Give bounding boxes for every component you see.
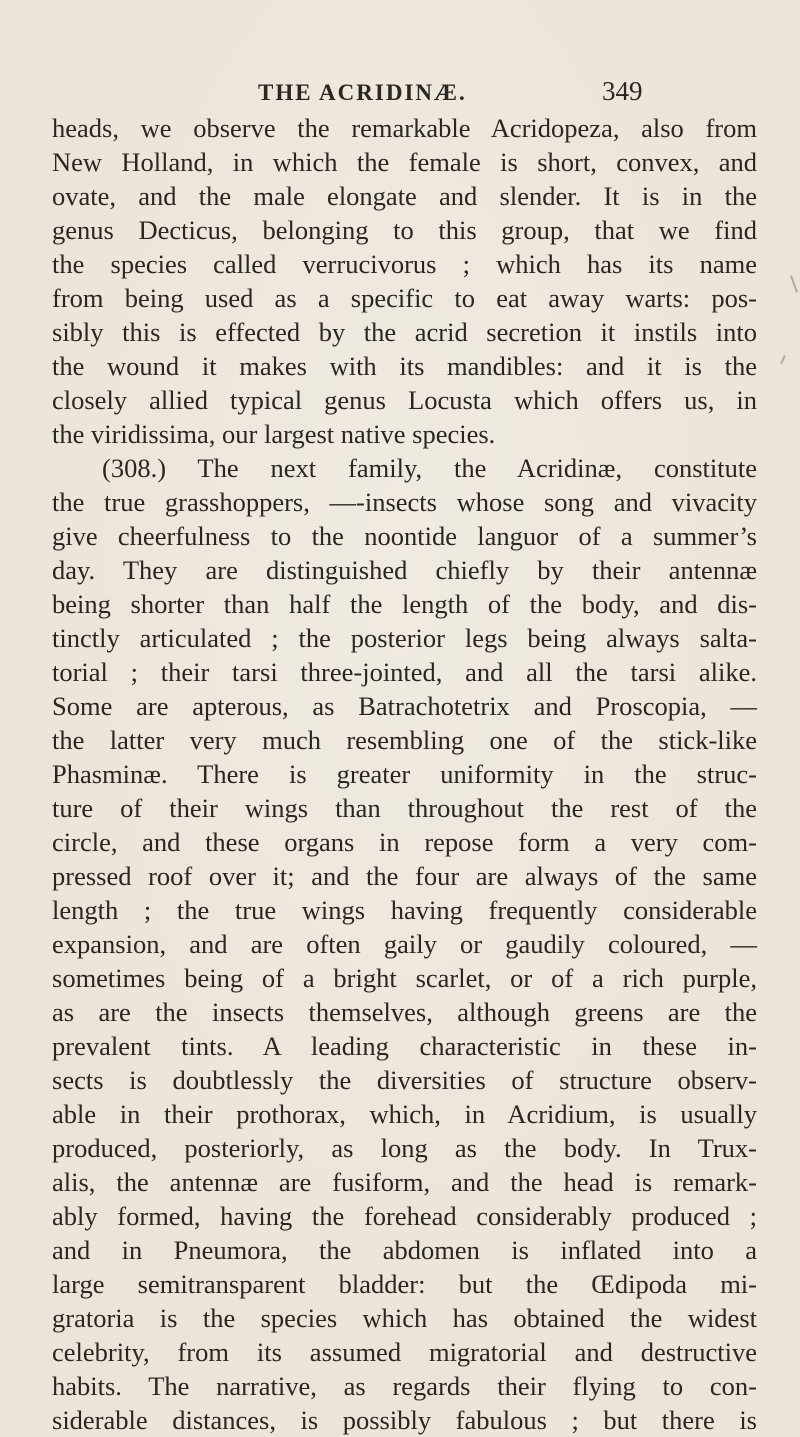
text-line: tinctly articulated ; the posterior legs being always salta- (52, 623, 757, 653)
text-line: the viridissima, our largest native species. (52, 419, 496, 449)
text-line: gratoria is the species which has obtained the widest (52, 1303, 757, 1333)
text-line: ovate, and the male elongate and slender. It is in the (52, 181, 757, 211)
text-line: ably formed, having the forehead considerably produced ; (52, 1201, 757, 1231)
text-line: able in their prothorax, which, in Acridium, is usually (52, 1099, 757, 1129)
text-line: pressed roof over it; and the four are always of the same (52, 861, 757, 891)
text-line: siderable distances, is possibly fabulous ; but there is (52, 1405, 757, 1435)
text-line: torial ; their tarsi three-jointed, and all the tarsi alike. (52, 657, 757, 687)
text-line: alis, the antennæ are fusiform, and the head is remark- (52, 1167, 757, 1197)
text-line: Some are apterous, as Batrachotetrix and Proscopia, — (52, 691, 757, 721)
text-line: expansion, and are often gaily or gaudily coloured, — (52, 929, 757, 959)
text-line: celebrity, from its assumed migratorial and destructive (52, 1337, 757, 1367)
text-line: and in Pneumora, the abdomen is inflated into a (52, 1235, 757, 1265)
text-line: prevalent tints. A leading characteristic in these in- (52, 1031, 757, 1061)
text-line: sometimes being of a bright scarlet, or of a rich purple, (52, 963, 757, 993)
text-line: give cheerfulness to the noontide languor of a summer’s (52, 521, 757, 551)
page-number: 349 (602, 76, 643, 106)
running-head (0, 76, 800, 110)
text-line: circle, and these organs in repose form a very com- (52, 827, 757, 857)
text-line: sects is doubtlessly the diversities of structure observ- (52, 1065, 757, 1095)
text-line: large semitransparent bladder: but the Œdipoda mi- (52, 1269, 757, 1299)
text-line: being shorter than half the length of the body, and dis- (52, 589, 757, 619)
text-line: the latter very much resembling one of the stick-like (52, 725, 757, 755)
text-line: from being used as a specific to eat away warts: pos- (52, 283, 757, 313)
paper-speck (790, 275, 798, 293)
text-line: habits. The narrative, as regards their flying to con- (52, 1371, 757, 1401)
paper-speck (780, 355, 786, 364)
running-head-title: THE ACRIDINÆ. (258, 80, 467, 105)
text-line: heads, we observe the remarkable Acridopeza, also from (52, 113, 757, 143)
text-line: produced, posteriorly, as long as the body. In Trux- (52, 1133, 757, 1163)
text-line: genus Decticus, belonging to this group, that we find (52, 215, 757, 245)
text-line: day. They are distinguished chiefly by their antennæ (52, 555, 757, 585)
paragraph-start-line: (308.) The next family, the Acridinæ, constitute (102, 453, 757, 483)
text-line: the true grasshoppers, —-insects whose song and vivacity (52, 487, 757, 517)
text-line: Phasminæ. There is greater uniformity in the struc- (52, 759, 757, 789)
text-line: length ; the true wings having frequently considerable (52, 895, 757, 925)
text-line: ture of their wings than throughout the rest of the (52, 793, 757, 823)
text-line: as are the insects themselves, although greens are the (52, 997, 757, 1027)
text-line: closely allied typical genus Locusta which offers us, in (52, 385, 757, 415)
text-line: the species called verrucivorus ; which has its name (52, 249, 757, 279)
text-line: New Holland, in which the female is short, convex, and (52, 147, 757, 177)
text-line: the wound it makes with its mandibles: and it is the (52, 351, 757, 381)
text-line: sibly this is effected by the acrid secretion it instils into (52, 317, 757, 347)
